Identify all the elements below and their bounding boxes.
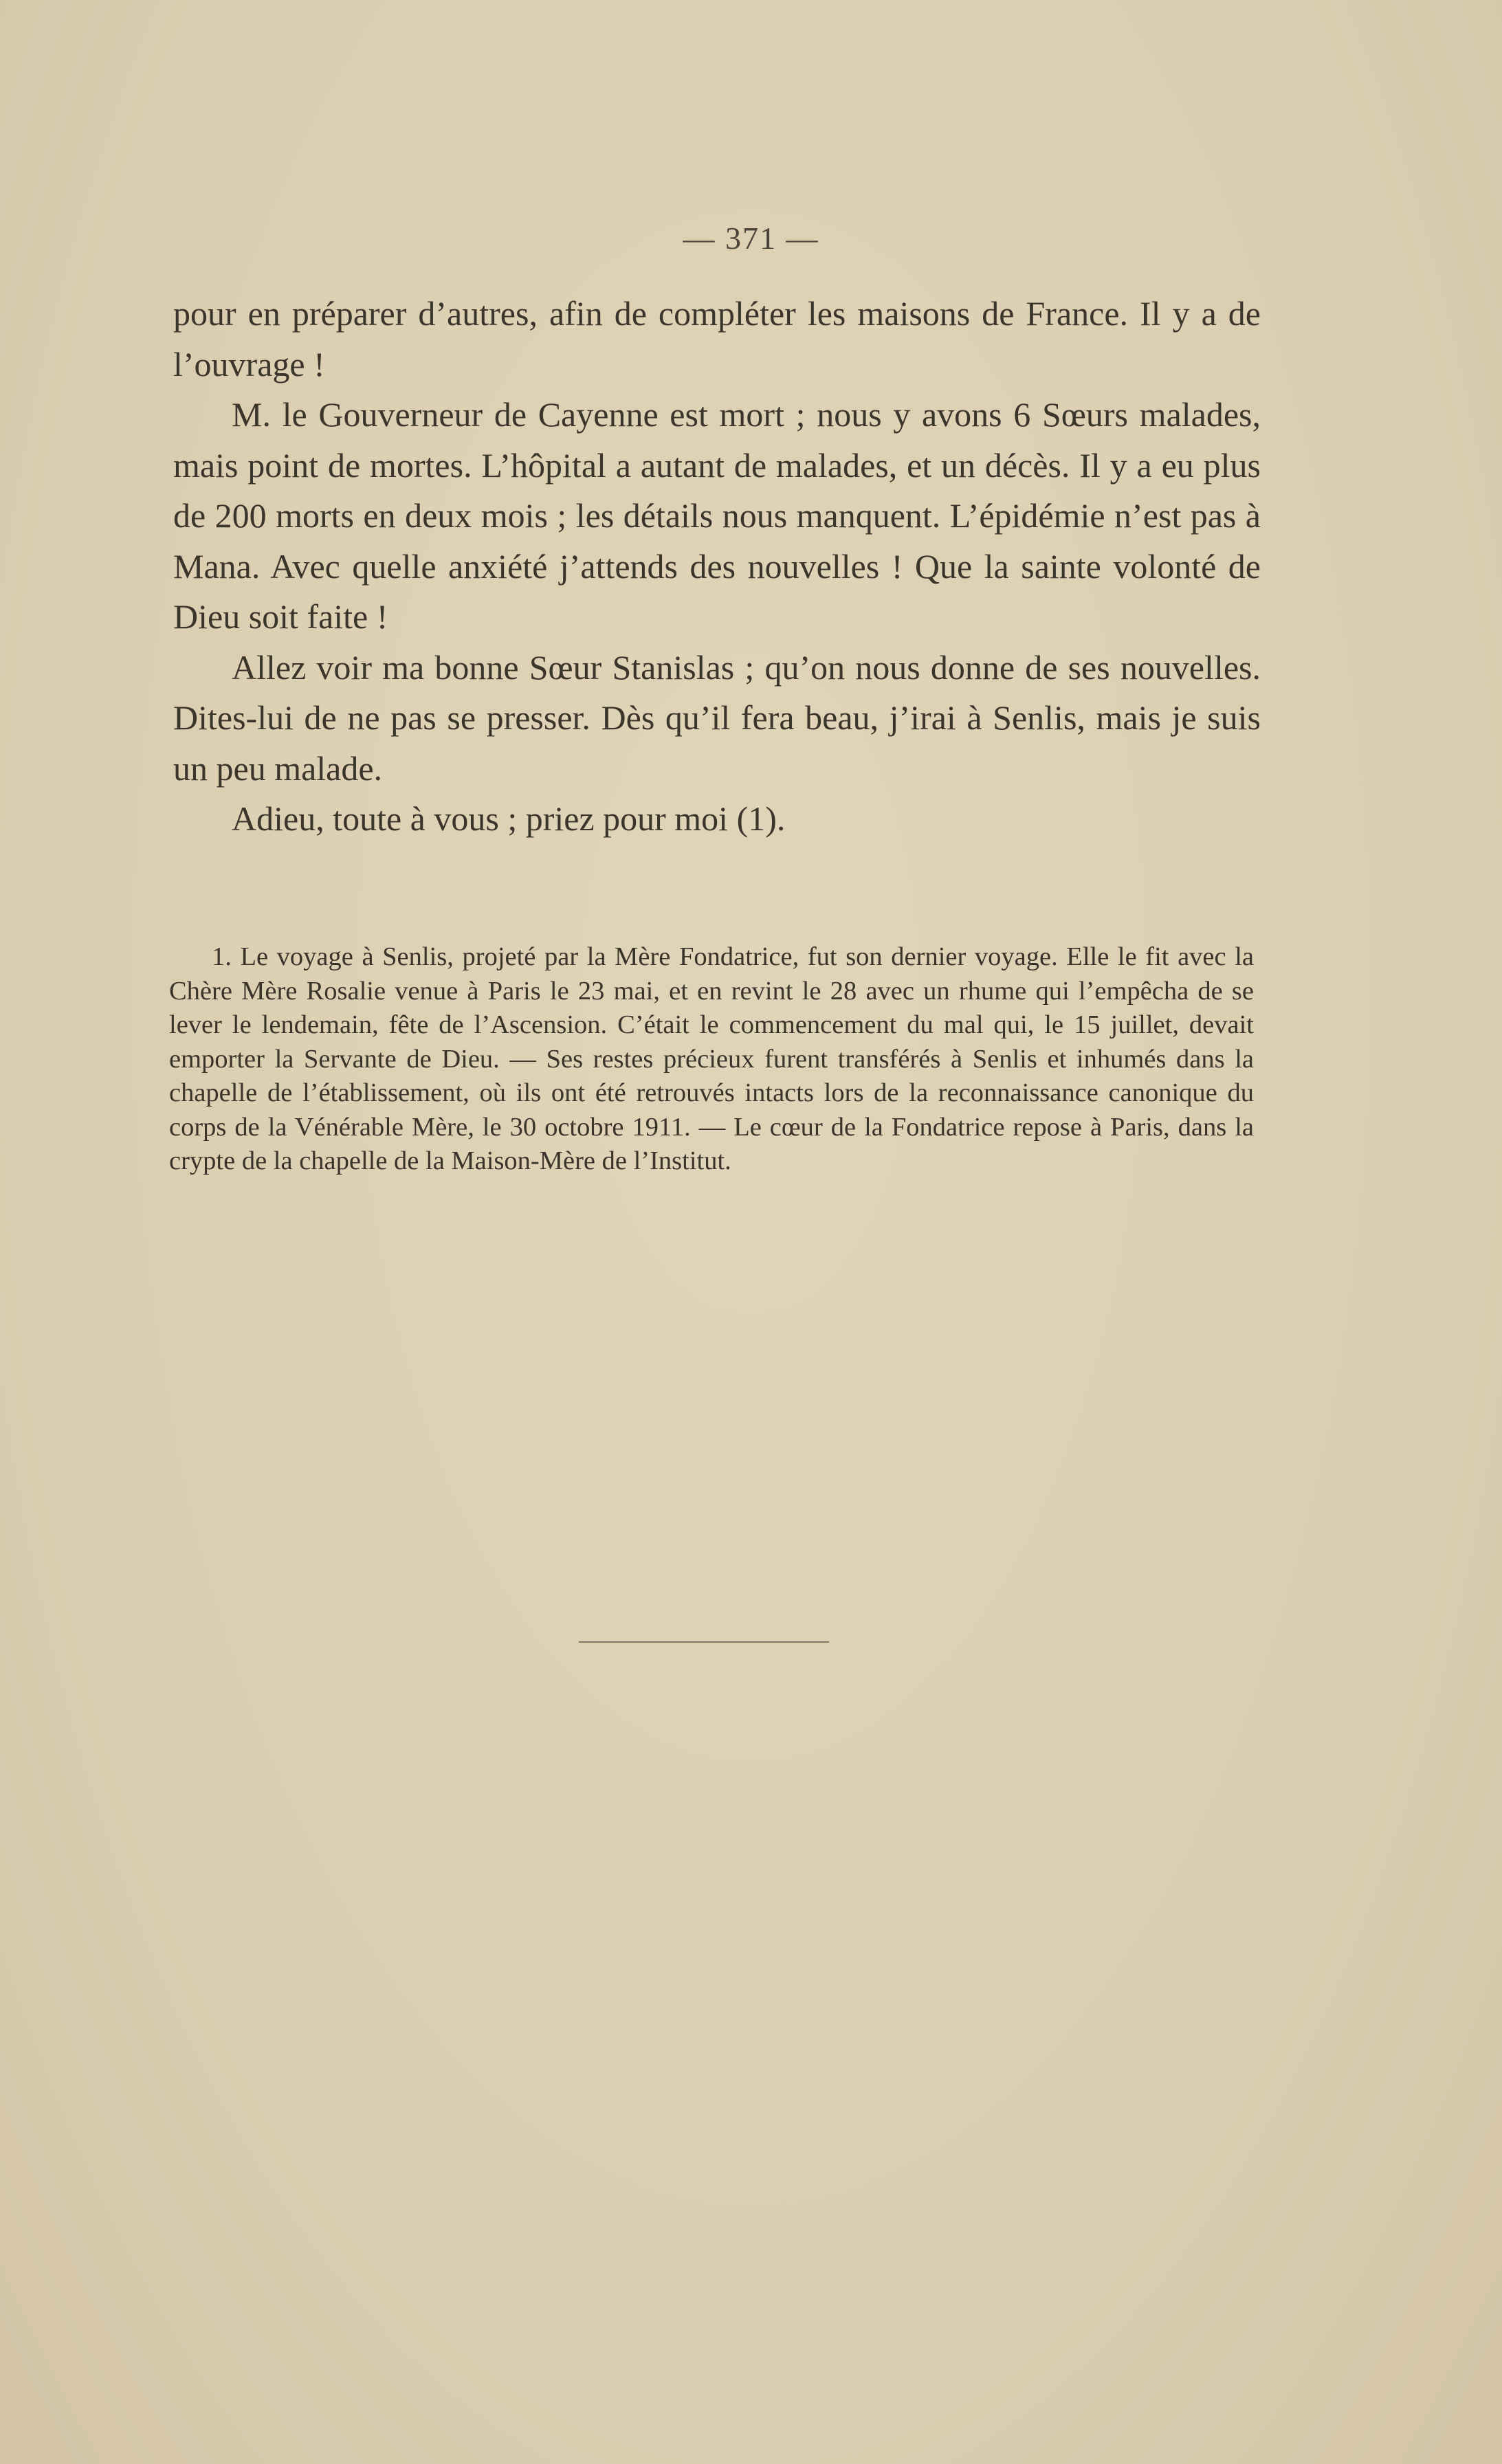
footnote [169,940,1254,1179]
paragraph-4: Adieu, toute à vous ; priez pour moi (1). [232,799,786,838]
paragraph-3: Allez voir ma bonne Sœur Stanislas ; qu’on nous donne de ses nouvelles. Dites-lui de ne pas se presser. Dès qu’il fera beau, j’irai à Senlis, mais je suis un peu malade. [173,647,1261,788]
footnote-text: 1. Le voyage à Senlis, projeté par la Mère Fondatrice, fut son dernier voyage. Elle le fit avec la Chère Mère Rosalie venue à Paris le 23 mai, et en revint le 28 avec un rhume qui l’empêcha de se lever le lendemain, fête de l’Ascension. C’était le commencement du mal qui, le 15 juillet, devait emporter la Servante de Dieu. — Ses restes précieux furent transférés à Senlis et inhumés dans la chapelle de l’établissement, où ils ont été retrouvés intacts lors de la reconnaissance canonique du corps de la Vénérable Mère, le 30 octobre 1911. — Le cœur de la Fondatrice repose à Paris, dans la crypte de la chapelle de la Maison-Mère de l’Institut. [169,942,1254,1175]
paragraph-1: pour en préparer d’autres, afin de compléter les maisons de France. Il y a de l’ouvrage ! [173,294,1261,384]
main-text [173,289,1261,845]
end-rule [579,1641,829,1643]
paragraph-2: M. le Gouverneur de Cayenne est mort ; nous y avons 6 Sœurs malades, mais point de mortes. L’hôpital a autant de malades, et un décès. Il y a eu plus de 200 morts en deux mois ; les détails nous manquent. L’épidémie n’est pas à Mana. Avec quelle anxiété j’attends des nouvelles ! Que la sainte volonté de Dieu soit faite ! [173,395,1261,636]
page-number: — 371 — [683,221,819,256]
